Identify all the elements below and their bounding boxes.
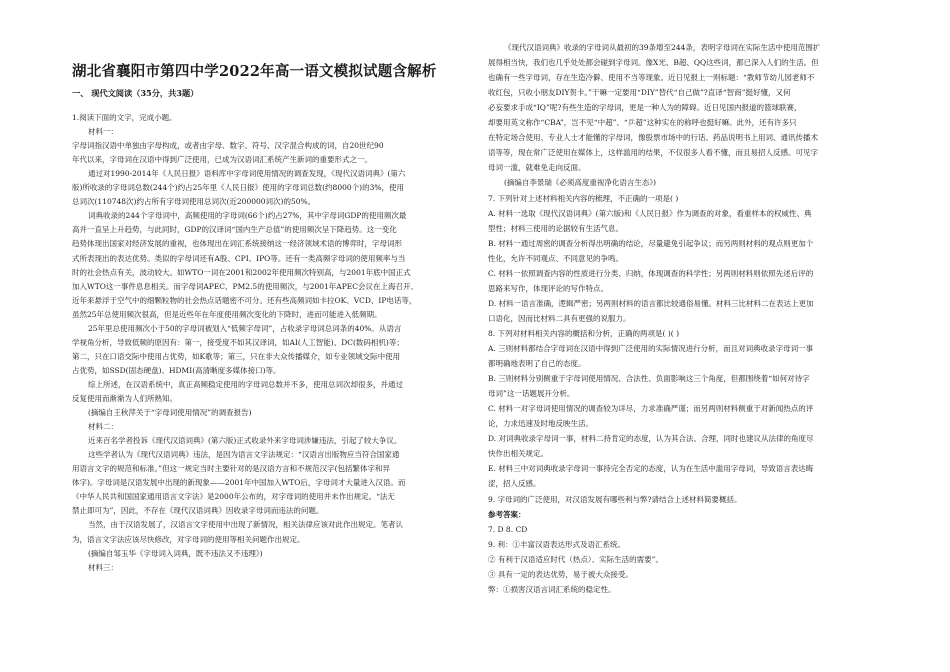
text-line: (摘编自王秋萍关于“字母词使用情况”的调查报告): [88, 408, 252, 418]
text-line: E. 材料三中对词典收录字母词一事持完全否定的态度，认为在生活中滥用字母词，导致语言表达晦: [488, 464, 814, 474]
text-line: C. 材料一对字母词使用情况的调查较为详尽，力求准确严谨；而另两则材料侧重于对新闻热点的评: [488, 404, 814, 414]
text-line: 收红包，只收小朋友DIY贺卡。”干嘛一定要用“DIY”替代“自己做”?直译“智商”挺好懂，又何: [488, 88, 791, 98]
text-line: 母词”这一话题展开分析。: [488, 389, 575, 399]
text-line: ③ 具有一定的表达优势，易于被大众接受。: [488, 569, 633, 579]
text-line: 口语化，因而比材料二具有更强的说服力。: [488, 313, 631, 323]
text-line: 也确有一些字母词，存在生造冷僻、使用不当等现象。近日见报上一则标题：“教师节幼儿园老师不: [488, 73, 815, 83]
text-line: 9. 字母词的广泛使用，对汉语发展有哪些利与弊?请结合上述材料简要概括。: [488, 494, 742, 504]
text-line: 9. 利：①丰富汉语表达形式及语汇系统。: [488, 539, 626, 549]
text-line: 弊：①损害汉语言词汇系统的稳定性。: [488, 584, 616, 594]
text-line: 却要用英文称作“CBA”，岂不见“中超”、“乒超”这种实在的称呼也挺好嘛。此外，还有许多只: [488, 118, 797, 128]
text-line: 用语言文字的规范和标准。”但这一规定当时主要针对的是汉语方言和不规范汉字(包括繁体字和异: [72, 464, 391, 474]
text-line: 《现代汉语词典》收录的字母词从最初的39条增至244条，表明字母词在实际生活中使用范围扩: [504, 43, 821, 52]
text-line: 字母词指汉语中单独由字母构成，或者由字母、数字、符号、汉字混合构成的词，自20世纪90: [72, 141, 384, 151]
text-line: 当然，由于汉语发展了，汉语言文字使用中出现了新情况，相关法律应该对此作出规定。笔者认: [88, 520, 403, 530]
text-line: 加入WTO这一事件息息相关。而字母词APEC、PM2.5的使用频次，与2001年APEC会议在上海召开、: [72, 281, 418, 291]
text-line: 都明确地表明了自己的态度。: [488, 359, 586, 369]
text-line: 7. 下列针对上述材料相关内容的梳理，不正确的一项是( ): [488, 193, 679, 203]
text-line: 为，语言文字法应该尽快修改，对字母词的使用等相关问题作出规定。: [72, 534, 305, 544]
text-line: 展得相当快，我们也几乎处处都会碰到字母词。像X光、B超、QQ这些词，都已深入人们的生活。但: [488, 58, 819, 68]
text-line: D. 对词典收录字母词一事，材料二持肯定的态度，认为其合法、合理，同时也建议从法律的角度尽: [488, 434, 814, 444]
text-line: (摘编自邹玉华《字母词入词典，既不违法又不违理》): [88, 548, 263, 558]
text-line: 趋势体现出国家对经济发展的重视，也体现出在词汇系统接纳这一经济领域术语的博弈时，字母词形: [72, 239, 402, 249]
document-title: 湖北省襄阳市第四中学2022年高一语文模拟试题含解析: [72, 63, 437, 80]
text-line: 版)所收录的字母词总数(244个)约占25年里《人民日报》使用的字母词总数(约8000个)的3%，使用: [72, 183, 404, 193]
text-line: 快作出相关规定。: [488, 449, 548, 459]
text-line: B. 材料一通过周密的调查分析得出明确的结论，尽量避免引起争议；而另两则材料的观点则更加个: [488, 238, 814, 248]
text-line: 反复使用而渐渐为人们所熟知。: [72, 394, 177, 403]
text-line: B. 三则材料分别侧重于字母词使用情况、合法性、负面影响这三个角度，但都围绕着“如何对待字: [488, 374, 810, 384]
text-line: C. 材料一依照调查内容的性质进行分类、归纳，体现调查的科学性；另两则材料则依照先述后评的: [488, 268, 814, 278]
text-line: 近年来悬浮于空气中的细颗粒物的社会热点话题密不可分。还有些高频词如卡拉OK、VCD、IP电话等，: [72, 295, 417, 305]
text-line: 式所表现出的表达优势。类似的字母词还有A股、CPI、IPO等。还有一类高频字母词的使用频率与当: [72, 253, 406, 263]
text-line: 词典收录的244个字母词中，高频使用的字母词(66个)约占27%，其中字母词GDP的使用频次最: [88, 211, 407, 221]
text-line: 论，力求迅速及时地反映生活。: [488, 419, 593, 429]
text-line: 第二，只在口语交际中使用占优势，如K歌等；第三，只在非大众传播媒介，如专业领域交际中使用: [72, 351, 401, 361]
text-line: 时的社会热点有关，波动较大。如WTO一词在2001和2002年使用频次特别高，与2001年底中国正式: [72, 267, 411, 277]
text-line: 学视角分析，导致低频的原因有：第一，接受度不如其汉译词，如AI(人工智能)、DC(数码相机)等；: [72, 337, 404, 347]
text-line: 8. 下列对材料相关内容的概括和分析，正确的两项是( )( ): [488, 328, 680, 338]
text-line: 体字)。字母词是汉语发展中出现的新现象——2001年中国加入WTO后，字母词才大量进入汉语。而: [72, 478, 406, 488]
text-line: 占优势，如SSD(固态硬盘)、HDMI(高清晰度多媒体接口)等。: [72, 365, 281, 375]
text-line: D. 材料一语言准确，逻辑严密；另两则材料的语言都比较通俗易懂。材料三比材料二在表达上更加: [488, 298, 814, 308]
text-line: 语等等，现在常广泛使用在媒体上，这样滥用的结果，不仅很多人看不懂，而且易招人反感。可见字: [488, 148, 818, 158]
text-line: 材料二：: [88, 422, 118, 432]
text-line: 必妄要求手成“IQ”呢?有些生造的字母词，更是一种人为的障碍。近日见国内报道的篮球联赛，: [488, 103, 802, 113]
text-line: 这些学者认为《现代汉语词典》违法，是因为语言文字法规定：“汉语言出版物应当符合国家通: [88, 450, 400, 460]
text-line: 《中华人民共和国国家通用语言文字法》是2000年公布的，对字母词的使用并未作出规定。“法无: [72, 492, 395, 502]
text-line: 综上所述，在汉语系统中，真正高频稳定使用的字母词总数并不多，使用总词次却很多，并通过: [88, 379, 403, 389]
text-line: 材料三：: [88, 562, 118, 572]
text-line: 在特定场合使用、专业人士才能懂的字母词，像股票市场中的行话、药品说明书上用词、通讯传播术: [488, 133, 818, 143]
text-line: 25年里总使用频次小于50的字母词被划入“低频字母词”，占收录字母词总词条的40%。从语言: [88, 323, 402, 333]
text-line: 禁止即可为”，因此，不存在《现代汉语词典》因收录字母词而违法的问题。: [72, 506, 324, 516]
text-line: ② 有利于汉语适应时代（热点）、实际生活的需要”。: [488, 554, 663, 564]
text-line: 虽然25年总使用频次很高，但是近些年在年度使用频次变化的下降时，进而可能进入低频期。: [72, 309, 382, 319]
text-line: 性化，允许不同观点、不同意见的争鸣。: [488, 253, 623, 263]
text-line: 1.阅读下面的文字，完成小题。: [72, 113, 177, 122]
text-line: 通过对1990-2014年《人民日报》语料库中字母词使用情况的调查发现，《现代汉语词典》(第六: [88, 169, 406, 179]
text-line: 总词次(110748次)约占所有字母词使用总词次(近200000词次)的50%。: [72, 197, 316, 207]
text-line: A. 材料一选取《现代汉语词典》(第六版)和《人民日报》作为调查的对象，看重样本的权威性、典: [488, 208, 812, 218]
text-line: 年代以来，字母词在汉语中得到广泛使用，已成为汉语词汇系统产生新词的重要形式之一。: [72, 155, 372, 165]
text-line: 7. D 8. CD: [488, 524, 528, 534]
text-line: (摘编自李景瑞《必须高度重视净化语言生态》): [504, 178, 657, 188]
text-line: 母词一滥，就难免走向反面。: [488, 163, 586, 173]
text-line: 型性；材料三使用的论据较有生活气息。: [488, 223, 623, 233]
text-line: 近来百名学者投诉《现代汉语词典》(第六版)正式收录外来字母词涉嫌违法，引起了较大争议。: [88, 436, 402, 446]
section-heading: 一、 现代文阅读（35分，共3题）: [72, 88, 199, 98]
text-line: 高并一直呈上升趋势，与此同时，GDP的汉译词“国内生产总值”的使用频次呈下降趋势。这一变化: [72, 225, 397, 235]
text-line: 材料一：: [88, 127, 118, 137]
text-line: 涩，招人反感。: [488, 479, 541, 489]
text-line: 思路来写作，体现评论的写作特点。: [488, 283, 608, 293]
text-line: A. 三则材料都结合字母词在汉语中得到广泛使用的实际情况进行分析，而且对词典收录字母词一事: [488, 344, 814, 353]
text-line: 参考答案：: [488, 509, 526, 519]
